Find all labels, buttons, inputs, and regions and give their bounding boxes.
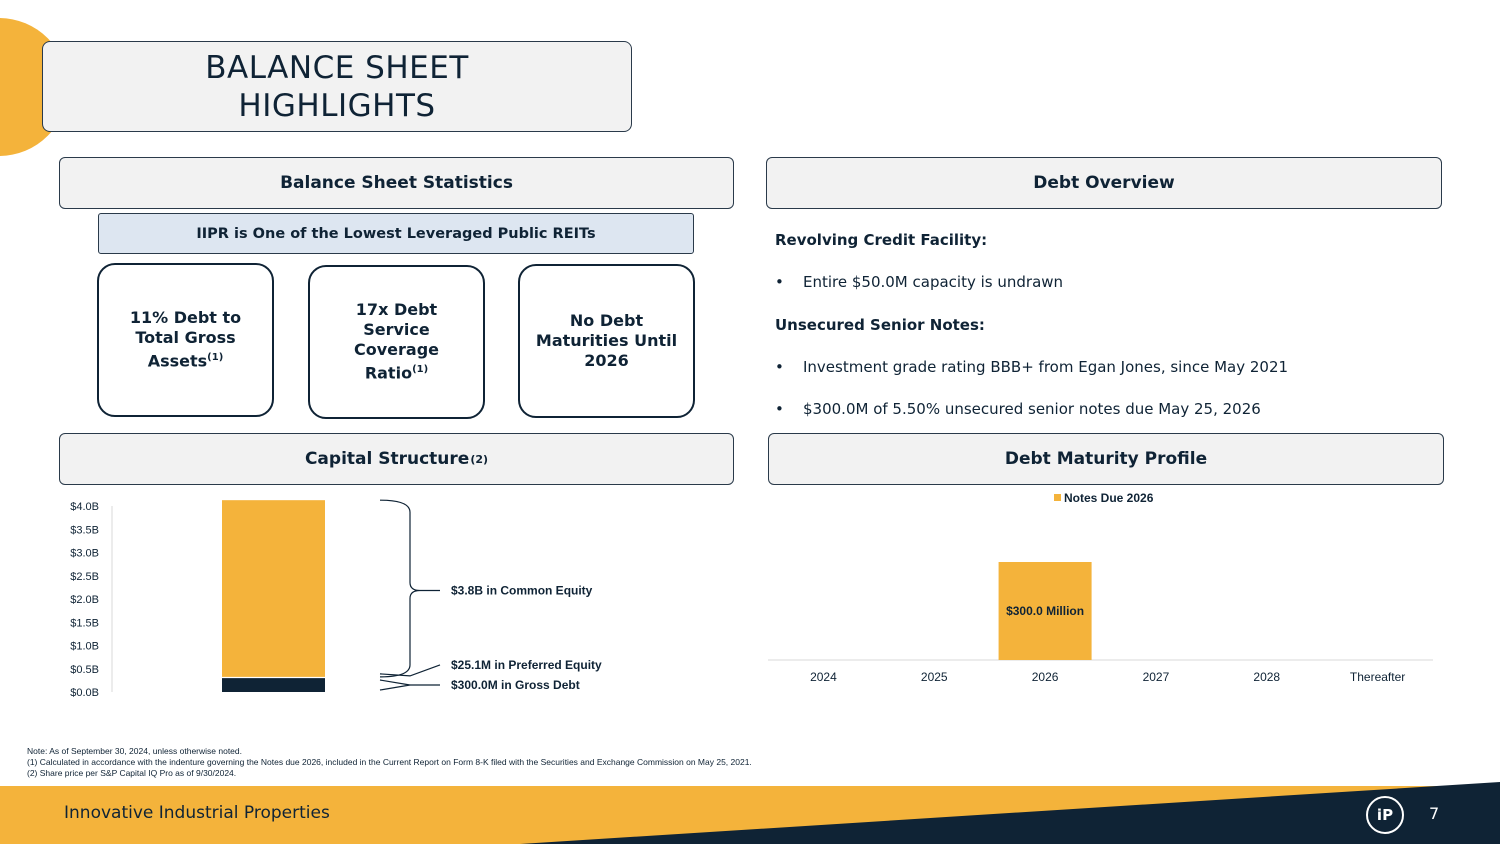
balance-sheet-statistics-header: Balance Sheet Statistics	[59, 157, 734, 209]
annotation-common-equity: $3.8B in Common Equity	[451, 583, 593, 598]
annotation-preferred-equity: $25.1M in Preferred Equity	[451, 657, 602, 672]
legend-swatch	[1054, 494, 1061, 501]
gross-debt-brace	[380, 680, 410, 690]
annotation-gross-debt: $300.0M in Gross Debt	[451, 678, 580, 693]
x-tick-label: 2026	[1031, 670, 1059, 684]
bullet-item	[775, 273, 1063, 291]
common-equity-brace	[380, 500, 420, 677]
page-number: 7	[1429, 804, 1440, 823]
capital-structure-footnote-ref: (2)	[470, 452, 489, 466]
x-tick-label: 2024	[810, 670, 837, 684]
y-tick-label: $3.0B	[70, 547, 99, 560]
stat-text: 11% Debt to Total Gross Assets	[129, 308, 242, 371]
bullet-item	[775, 358, 1288, 376]
footnote: Note: As of September 30, 2024, unless otherwise noted.	[27, 746, 242, 756]
stat-card-debt-to-assets	[97, 263, 274, 417]
y-tick-label: $1.5B	[70, 617, 99, 630]
stat-text: No Debt Maturities Until 2026	[535, 311, 678, 370]
title-line-2: HIGHLIGHTS	[238, 87, 436, 124]
capital-structure-label: Capital Structure	[304, 449, 470, 469]
page-title	[42, 41, 632, 132]
bullet-dot: •	[775, 358, 784, 376]
title-line-1: BALANCE SHEET	[205, 49, 469, 86]
y-tick-label: $0.0B	[70, 687, 99, 699]
lowest-leveraged-banner: IIPR is One of the Lowest Leveraged Public REITs	[98, 213, 694, 254]
debt-maturity-chart	[766, 486, 1446, 696]
x-tick-label: 2028	[1253, 670, 1281, 684]
footnotes	[27, 746, 752, 779]
revolving-credit-label: Revolving Credit Facility:	[775, 231, 988, 249]
stat-card-no-maturities	[518, 264, 695, 418]
footer-company-name: Innovative Industrial Properties	[64, 803, 330, 823]
bar-segment-common-equity	[222, 500, 325, 677]
bullet-text: $300.0M of 5.50% unsecured senior notes due May 25, 2026	[803, 400, 1261, 418]
x-tick-label: Thereafter	[1349, 670, 1406, 684]
footnote: (1) Calculated in accordance with the indenture governing the Notes due 2026, included in the Current Report on Form 8-K filed with the Securities and Exchange Commission on May 25, 2021.	[27, 757, 752, 767]
bar-segment-preferred-equity	[222, 677, 325, 678]
company-logo-icon: iP	[1366, 796, 1404, 834]
x-tick-label: 2025	[920, 670, 948, 684]
stat-text: 17x Debt Service Coverage Ratio	[353, 300, 439, 383]
x-tick-label: 2027	[1142, 670, 1170, 684]
stat-footnote-ref: (1)	[207, 352, 224, 364]
capital-structure-header	[59, 433, 734, 485]
y-tick-label: $4.0B	[70, 501, 99, 513]
debt-maturity-profile-header: Debt Maturity Profile	[768, 433, 1444, 485]
stat-footnote-ref: (1)	[412, 364, 429, 376]
bullet-item	[775, 400, 1261, 418]
debt-overview-header: Debt Overview	[766, 157, 1442, 209]
bullet-dot: •	[775, 273, 784, 291]
data-label: $300.0 Million	[1006, 604, 1085, 618]
y-tick-label: $1.0B	[70, 640, 99, 653]
stat-card-debt-service-coverage	[308, 265, 485, 419]
footnote: (2) Share price per S&P Capital IQ Pro as of 9/30/2024.	[27, 768, 237, 778]
y-tick-label: $0.5B	[70, 663, 99, 676]
bullet-text: Entire $50.0M capacity is undrawn	[803, 273, 1064, 291]
capital-structure-chart	[40, 492, 680, 707]
legend-label: Notes Due 2026	[1064, 491, 1154, 505]
y-tick-label: $2.5B	[70, 570, 99, 583]
bar-segment-gross-debt	[222, 678, 325, 692]
unsecured-notes-label: Unsecured Senior Notes:	[775, 316, 985, 334]
bullet-dot: •	[775, 400, 784, 418]
y-tick-label: $2.0B	[70, 594, 99, 606]
y-tick-label: $3.5B	[70, 524, 99, 537]
bullet-text: Investment grade rating BBB+ from Egan Jones, since May 2021	[803, 358, 1289, 376]
